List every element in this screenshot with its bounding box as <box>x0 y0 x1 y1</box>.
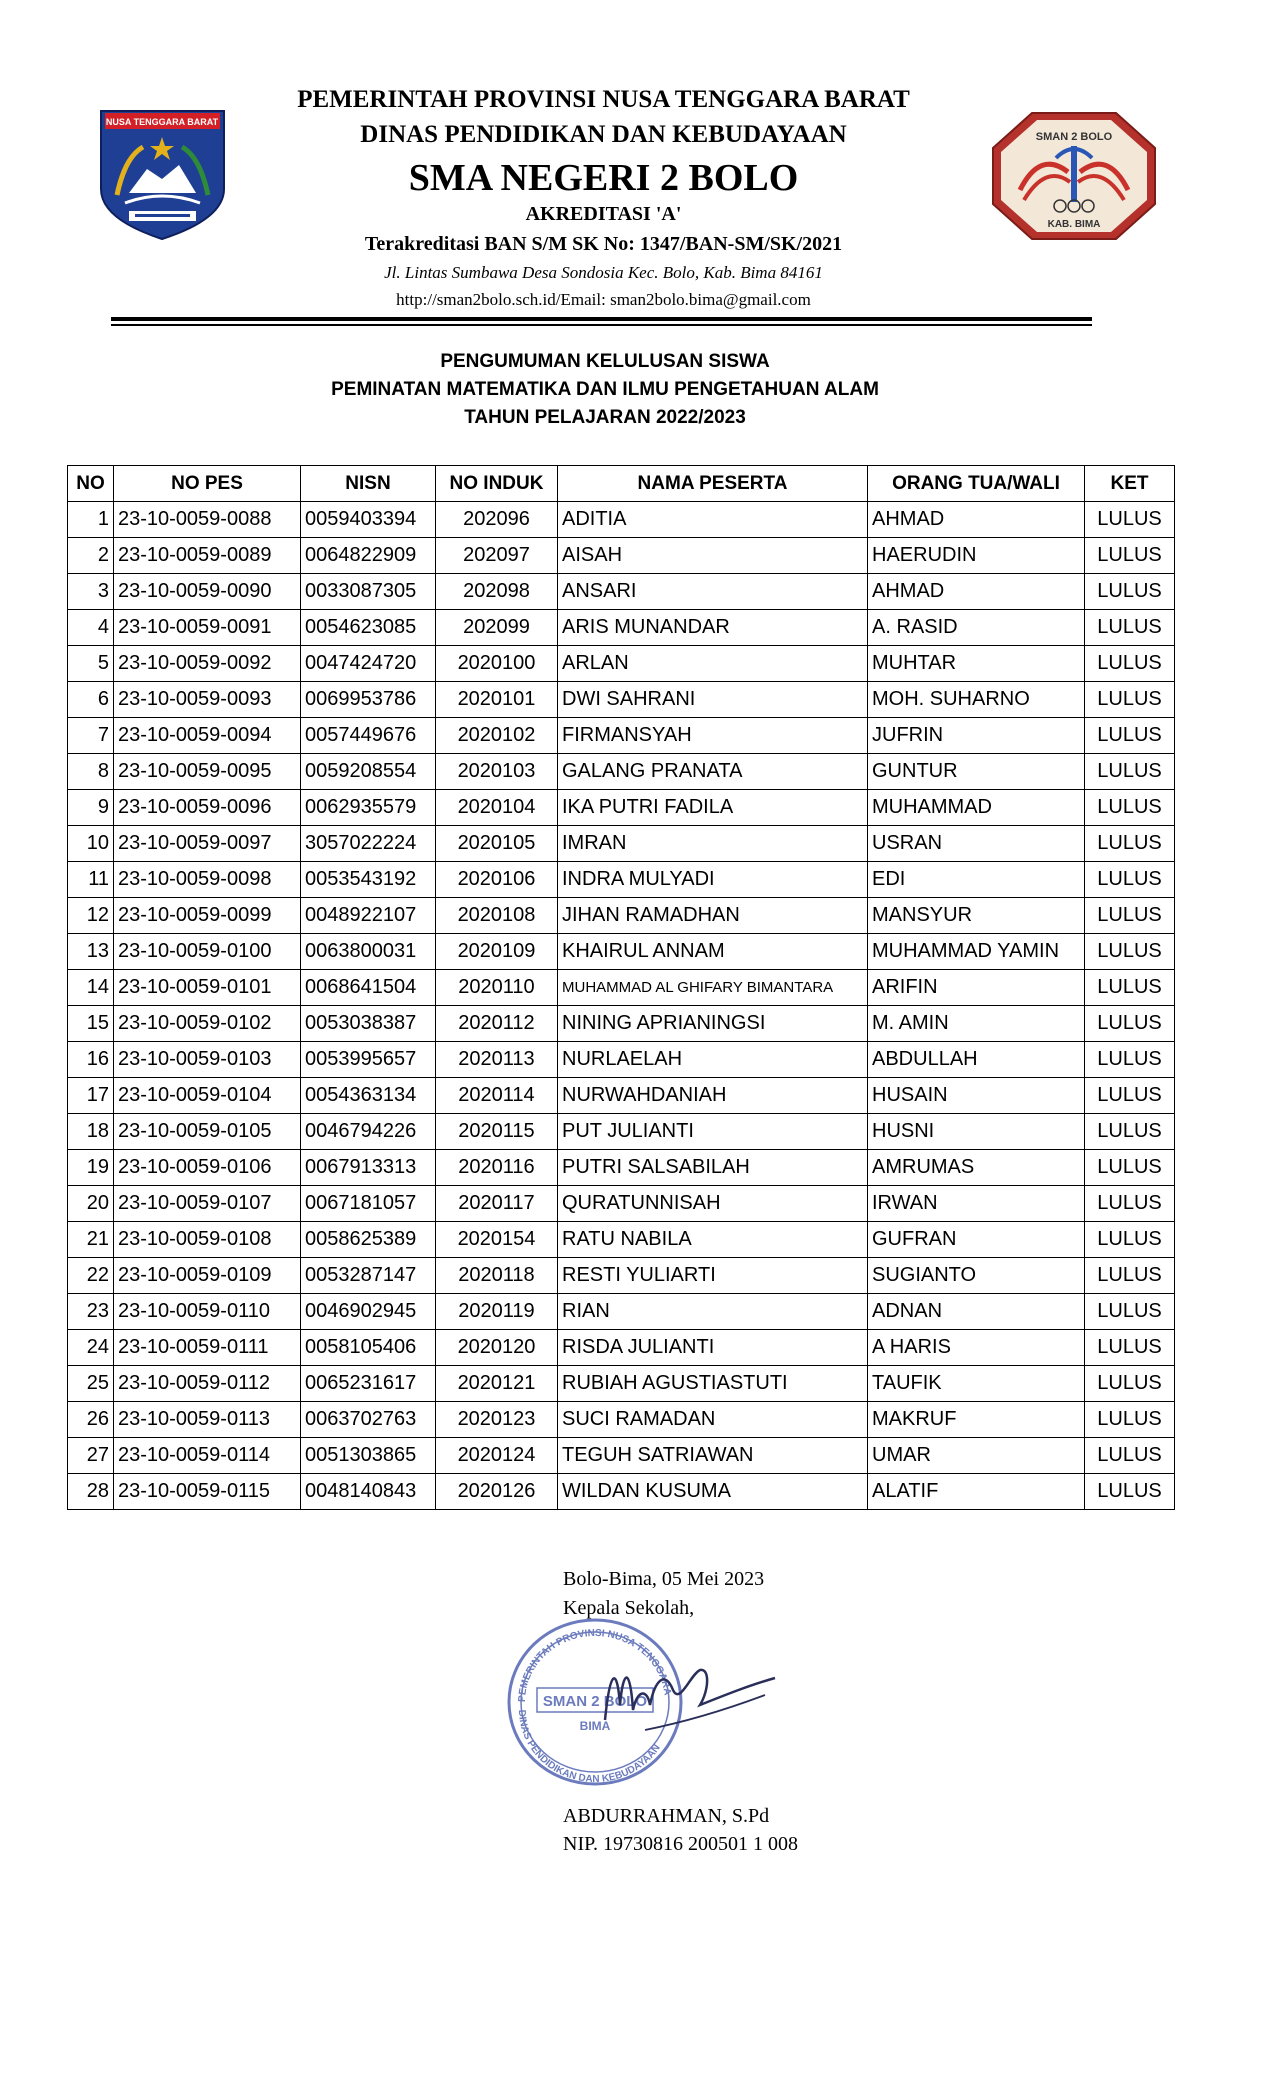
cell-no: 23 <box>68 1294 114 1330</box>
cell-ket: LULUS <box>1085 898 1175 934</box>
cell-no-pes: 23-10-0059-0111 <box>114 1330 301 1366</box>
header-no: NO <box>68 466 114 502</box>
cell-no: 3 <box>68 574 114 610</box>
cell-no-induk: 2020124 <box>436 1438 558 1474</box>
cell-orang-tua-wali: M. AMIN <box>868 1006 1085 1042</box>
cell-nama-peserta: AISAH <box>558 538 868 574</box>
cell-no: 16 <box>68 1042 114 1078</box>
cell-nama-peserta: NURWAHDANIAH <box>558 1078 868 1114</box>
cell-nisn: 0059403394 <box>301 502 436 538</box>
place-date: Bolo-Bima, 05 Mei 2023 <box>563 1568 765 1590</box>
cell-no: 1 <box>68 502 114 538</box>
cell-nama-peserta: ANSARI <box>558 574 868 610</box>
cell-orang-tua-wali: IRWAN <box>868 1186 1085 1222</box>
cell-no-pes: 23-10-0059-0099 <box>114 898 301 934</box>
cell-ket: LULUS <box>1085 1294 1175 1330</box>
cell-orang-tua-wali: ABDULLAH <box>868 1042 1085 1078</box>
table-row <box>68 898 1175 934</box>
cell-nisn: 0053038387 <box>301 1006 436 1042</box>
cell-no-induk: 2020113 <box>436 1042 558 1078</box>
cell-no-pes: 23-10-0059-0114 <box>114 1438 301 1474</box>
table-row <box>68 1474 1175 1510</box>
cell-no: 22 <box>68 1258 114 1294</box>
cell-orang-tua-wali: ADNAN <box>868 1294 1085 1330</box>
cell-no-induk: 2020112 <box>436 1006 558 1042</box>
cell-no-induk: 2020126 <box>436 1474 558 1510</box>
cell-nisn: 0053543192 <box>301 862 436 898</box>
cell-ket: LULUS <box>1085 862 1175 898</box>
table-row <box>68 754 1175 790</box>
cell-nama-peserta: NINING APRIANINGSI <box>558 1006 868 1042</box>
cell-ket: LULUS <box>1085 1222 1175 1258</box>
cell-nisn: 0069953786 <box>301 682 436 718</box>
cell-nisn: 0067181057 <box>301 1186 436 1222</box>
cell-ket: LULUS <box>1085 1438 1175 1474</box>
letterhead-accreditation: AKREDITASI 'A' <box>525 203 682 225</box>
cell-no-pes: 23-10-0059-0106 <box>114 1150 301 1186</box>
cell-no-pes: 23-10-0059-0090 <box>114 574 301 610</box>
cell-nama-peserta: IMRAN <box>558 826 868 862</box>
cell-no: 6 <box>68 682 114 718</box>
cell-nisn: 0053995657 <box>301 1042 436 1078</box>
table-row <box>68 682 1175 718</box>
cell-orang-tua-wali: GUNTUR <box>868 754 1085 790</box>
cell-no-induk: 2020110 <box>436 970 558 1006</box>
cell-nama-peserta: KHAIRUL ANNAM <box>558 934 868 970</box>
cell-no-pes: 23-10-0059-0091 <box>114 610 301 646</box>
cell-orang-tua-wali: JUFRIN <box>868 718 1085 754</box>
cell-no-pes: 23-10-0059-0098 <box>114 862 301 898</box>
cell-no: 13 <box>68 934 114 970</box>
cell-nisn: 0063702763 <box>301 1402 436 1438</box>
cell-orang-tua-wali: HAERUDIN <box>868 538 1085 574</box>
cell-no-pes: 23-10-0059-0089 <box>114 538 301 574</box>
cell-no: 21 <box>68 1222 114 1258</box>
cell-orang-tua-wali: AHMAD <box>868 574 1085 610</box>
cell-no-induk: 2020102 <box>436 718 558 754</box>
cell-no: 12 <box>68 898 114 934</box>
cell-ket: LULUS <box>1085 610 1175 646</box>
school-emblem-logo <box>990 110 1158 242</box>
cell-orang-tua-wali: ARIFIN <box>868 970 1085 1006</box>
cell-nisn: 0059208554 <box>301 754 436 790</box>
table-row <box>68 790 1175 826</box>
cell-nama-peserta: RUBIAH AGUSTIASTUTI <box>558 1366 868 1402</box>
cell-nama-peserta: SUCI RAMADAN <box>558 1402 868 1438</box>
stamp-arc-bottom: DINAS PENDIDIKAN DAN KEBUDAYAAN <box>515 1709 663 1786</box>
header-no-pes: NO PES <box>114 466 301 502</box>
school-stamp-signature <box>495 1610 785 1800</box>
cell-ket: LULUS <box>1085 1186 1175 1222</box>
cell-ket: LULUS <box>1085 538 1175 574</box>
cell-no-induk: 202096 <box>436 502 558 538</box>
letterhead-school-name: SMA NEGERI 2 BOLO <box>408 157 799 199</box>
cell-orang-tua-wali: MAKRUF <box>868 1402 1085 1438</box>
cell-nisn: 0053287147 <box>301 1258 436 1294</box>
signatory-name: ABDURRAHMAN, S.Pd <box>563 1805 770 1827</box>
cell-nisn: 0062935579 <box>301 790 436 826</box>
cell-no-induk: 2020116 <box>436 1150 558 1186</box>
cell-nisn: 0048140843 <box>301 1474 436 1510</box>
stamp-center: SMAN 2 BOLO <box>542 1693 648 1710</box>
cell-no-induk: 2020119 <box>436 1294 558 1330</box>
table-row <box>68 1114 1175 1150</box>
header-no-induk: NO INDUK <box>436 466 558 502</box>
cell-no: 24 <box>68 1330 114 1366</box>
cell-ket: LULUS <box>1085 1258 1175 1294</box>
cell-no: 20 <box>68 1186 114 1222</box>
cell-no: 10 <box>68 826 114 862</box>
cell-no: 15 <box>68 1006 114 1042</box>
cell-orang-tua-wali: SUGIANTO <box>868 1258 1085 1294</box>
cell-nama-peserta: RESTI YULIARTI <box>558 1258 868 1294</box>
stamp-center-bottom: BIMA <box>579 1719 611 1733</box>
cell-no-pes: 23-10-0059-0115 <box>114 1474 301 1510</box>
cell-no-pes: 23-10-0059-0088 <box>114 502 301 538</box>
cell-nama-peserta: GALANG PRANATA <box>558 754 868 790</box>
letterhead-address: Jl. Lintas Sumbawa Desa Sondosia Kec. Bolo, Kab. Bima 84161 <box>384 263 823 282</box>
cell-orang-tua-wali: EDI <box>868 862 1085 898</box>
cell-no: 18 <box>68 1114 114 1150</box>
cell-no-induk: 2020101 <box>436 682 558 718</box>
cell-orang-tua-wali: AHMAD <box>868 502 1085 538</box>
cell-nisn: 0048922107 <box>301 898 436 934</box>
cell-nisn: 0058625389 <box>301 1222 436 1258</box>
cell-orang-tua-wali: GUFRAN <box>868 1222 1085 1258</box>
cell-no-induk: 2020106 <box>436 862 558 898</box>
cell-ket: LULUS <box>1085 682 1175 718</box>
graduation-results-table <box>67 465 1175 1510</box>
cell-no-pes: 23-10-0059-0103 <box>114 1042 301 1078</box>
cell-no-induk: 2020117 <box>436 1186 558 1222</box>
cell-nisn: 0064822909 <box>301 538 436 574</box>
cell-ket: LULUS <box>1085 934 1175 970</box>
table-row <box>68 1366 1175 1402</box>
table-row <box>68 1258 1175 1294</box>
table-row <box>68 1222 1175 1258</box>
cell-no: 26 <box>68 1402 114 1438</box>
right-logo-label-top: SMAN 2 BOLO <box>1035 131 1113 143</box>
table-row <box>68 574 1175 610</box>
cell-nama-peserta: RATU NABILA <box>558 1222 868 1258</box>
cell-nama-peserta: PUT JULIANTI <box>558 1114 868 1150</box>
cell-no-induk: 2020115 <box>436 1114 558 1150</box>
cell-nama-peserta: INDRA MULYADI <box>558 862 868 898</box>
cell-nisn: 0046794226 <box>301 1114 436 1150</box>
cell-no-pes: 23-10-0059-0102 <box>114 1006 301 1042</box>
cell-nama-peserta: FIRMANSYAH <box>558 718 868 754</box>
cell-nama-peserta: JIHAN RAMADHAN <box>558 898 868 934</box>
cell-ket: LULUS <box>1085 1078 1175 1114</box>
signatory-role: Kepala Sekolah, <box>563 1597 695 1619</box>
cell-ket: LULUS <box>1085 646 1175 682</box>
left-logo-label: NUSA TENGGARA BARAT <box>105 117 219 127</box>
cell-no-pes: 23-10-0059-0100 <box>114 934 301 970</box>
cell-no-pes: 23-10-0059-0096 <box>114 790 301 826</box>
cell-nisn: 0057449676 <box>301 718 436 754</box>
table-row <box>68 1294 1175 1330</box>
table-header-row <box>68 466 1175 502</box>
cell-nama-peserta: RISDA JULIANTI <box>558 1330 868 1366</box>
cell-no-pes: 23-10-0059-0108 <box>114 1222 301 1258</box>
cell-ket: LULUS <box>1085 970 1175 1006</box>
cell-no-pes: 23-10-0059-0094 <box>114 718 301 754</box>
table-row <box>68 646 1175 682</box>
cell-no: 27 <box>68 1438 114 1474</box>
table-row <box>68 502 1175 538</box>
cell-orang-tua-wali: MUHTAR <box>868 646 1085 682</box>
cell-orang-tua-wali: TAUFIK <box>868 1366 1085 1402</box>
province-emblem-logo <box>95 107 230 242</box>
cell-no: 17 <box>68 1078 114 1114</box>
cell-orang-tua-wali: MUHAMMAD YAMIN <box>868 934 1085 970</box>
cell-no: 8 <box>68 754 114 790</box>
cell-ket: LULUS <box>1085 790 1175 826</box>
cell-ket: LULUS <box>1085 826 1175 862</box>
cell-no-induk: 2020108 <box>436 898 558 934</box>
cell-nisn: 0065231617 <box>301 1366 436 1402</box>
table-row <box>68 934 1175 970</box>
table-row <box>68 1006 1175 1042</box>
cell-nisn: 3057022224 <box>301 826 436 862</box>
cell-nama-peserta: QURATUNNISAH <box>558 1186 868 1222</box>
cell-ket: LULUS <box>1085 1042 1175 1078</box>
cell-no-induk: 2020103 <box>436 754 558 790</box>
table-row <box>68 718 1175 754</box>
cell-no: 5 <box>68 646 114 682</box>
cell-no: 9 <box>68 790 114 826</box>
header-nama-peserta: NAMA PESERTA <box>558 466 868 502</box>
cell-orang-tua-wali: A HARIS <box>868 1330 1085 1366</box>
cell-no-induk: 2020120 <box>436 1330 558 1366</box>
cell-ket: LULUS <box>1085 1006 1175 1042</box>
cell-ket: LULUS <box>1085 718 1175 754</box>
cell-orang-tua-wali: MANSYUR <box>868 898 1085 934</box>
cell-orang-tua-wali: AMRUMAS <box>868 1150 1085 1186</box>
table-row <box>68 826 1175 862</box>
cell-nisn: 0068641504 <box>301 970 436 1006</box>
cell-no-pes: 23-10-0059-0097 <box>114 826 301 862</box>
right-logo-label-bottom: KAB. BIMA <box>1047 219 1101 230</box>
table-row <box>68 610 1175 646</box>
cell-no-induk: 202099 <box>436 610 558 646</box>
cell-no-induk: 2020123 <box>436 1402 558 1438</box>
cell-no-induk: 2020121 <box>436 1366 558 1402</box>
announcement-title: PENGUMUMAN KELULUSAN SISWA <box>440 351 770 372</box>
cell-no-induk: 2020114 <box>436 1078 558 1114</box>
cell-no: 25 <box>68 1366 114 1402</box>
table-row <box>68 538 1175 574</box>
letterhead-sk-number: Terakreditasi BAN S/M SK No: 1347/BAN-SM/SK/2021 <box>364 233 843 255</box>
cell-orang-tua-wali: A. RASID <box>868 610 1085 646</box>
cell-no-pes: 23-10-0059-0113 <box>114 1402 301 1438</box>
cell-no-pes: 23-10-0059-0101 <box>114 970 301 1006</box>
cell-ket: LULUS <box>1085 574 1175 610</box>
cell-no-induk: 2020100 <box>436 646 558 682</box>
cell-no: 11 <box>68 862 114 898</box>
cell-no-pes: 23-10-0059-0109 <box>114 1258 301 1294</box>
cell-ket: LULUS <box>1085 754 1175 790</box>
cell-nama-peserta: ADITIA <box>558 502 868 538</box>
header-orang-tua-wali: ORANG TUA/WALI <box>868 466 1085 502</box>
cell-no: 28 <box>68 1474 114 1510</box>
cell-nisn: 0047424720 <box>301 646 436 682</box>
cell-no-induk: 2020154 <box>436 1222 558 1258</box>
letterhead-department: DINAS PENDIDIKAN DAN KEBUDAYAAN <box>360 121 847 148</box>
cell-ket: LULUS <box>1085 502 1175 538</box>
cell-no-induk: 2020105 <box>436 826 558 862</box>
cell-nama-peserta: ARIS MUNANDAR <box>558 610 868 646</box>
table-row <box>68 1150 1175 1186</box>
cell-ket: LULUS <box>1085 1330 1175 1366</box>
cell-no-pes: 23-10-0059-0092 <box>114 646 301 682</box>
table-row <box>68 1042 1175 1078</box>
cell-no-pes: 23-10-0059-0110 <box>114 1294 301 1330</box>
cell-no: 19 <box>68 1150 114 1186</box>
cell-orang-tua-wali: UMAR <box>868 1438 1085 1474</box>
cell-ket: LULUS <box>1085 1114 1175 1150</box>
cell-no: 4 <box>68 610 114 646</box>
cell-nama-peserta: MUHAMMAD AL GHIFARY BIMANTARA <box>558 970 868 1006</box>
cell-no-pes: 23-10-0059-0104 <box>114 1078 301 1114</box>
cell-nama-peserta: PUTRI SALSABILAH <box>558 1150 868 1186</box>
cell-orang-tua-wali: MUHAMMAD <box>868 790 1085 826</box>
cell-nisn: 0054363134 <box>301 1078 436 1114</box>
letterhead-web-email: http://sman2bolo.sch.id/Email: sman2bolo.bima@gmail.com <box>396 290 811 309</box>
header-ket: KET <box>1085 466 1175 502</box>
cell-no-pes: 23-10-0059-0093 <box>114 682 301 718</box>
table-row <box>68 1402 1175 1438</box>
cell-no-pes: 23-10-0059-0107 <box>114 1186 301 1222</box>
cell-no-induk: 2020109 <box>436 934 558 970</box>
table-row <box>68 1330 1175 1366</box>
cell-nisn: 0063800031 <box>301 934 436 970</box>
cell-nama-peserta: NURLAELAH <box>558 1042 868 1078</box>
cell-no-induk: 2020104 <box>436 790 558 826</box>
cell-orang-tua-wali: HUSAIN <box>868 1078 1085 1114</box>
table-row <box>68 1078 1175 1114</box>
cell-no: 2 <box>68 538 114 574</box>
cell-nisn: 0054623085 <box>301 610 436 646</box>
cell-no: 7 <box>68 718 114 754</box>
cell-no-induk: 202097 <box>436 538 558 574</box>
letterhead-rule-thin <box>111 324 1092 326</box>
cell-orang-tua-wali: HUSNI <box>868 1114 1085 1150</box>
stamp-arc-top: PEMERINTAH PROVINSI NUSA TENGGARA <box>516 1627 673 1703</box>
cell-no-induk: 202098 <box>436 574 558 610</box>
cell-nama-peserta: DWI SAHRANI <box>558 682 868 718</box>
header-nisn: NISN <box>301 466 436 502</box>
letterhead-government: PEMERINTAH PROVINSI NUSA TENGGARA BARAT <box>297 86 910 113</box>
announcement-subtitle: PEMINATAN MATEMATIKA DAN ILMU PENGETAHUAN ALAM <box>331 379 879 400</box>
table-row <box>68 1438 1175 1474</box>
cell-nama-peserta: ARLAN <box>558 646 868 682</box>
cell-nisn: 0067913313 <box>301 1150 436 1186</box>
cell-orang-tua-wali: ALATIF <box>868 1474 1085 1510</box>
cell-nama-peserta: TEGUH SATRIAWAN <box>558 1438 868 1474</box>
cell-no-pes: 23-10-0059-0112 <box>114 1366 301 1402</box>
cell-ket: LULUS <box>1085 1150 1175 1186</box>
table-row <box>68 862 1175 898</box>
cell-no: 14 <box>68 970 114 1006</box>
cell-nisn: 0051303865 <box>301 1438 436 1474</box>
cell-ket: LULUS <box>1085 1402 1175 1438</box>
cell-orang-tua-wali: MOH. SUHARNO <box>868 682 1085 718</box>
cell-nama-peserta: RIAN <box>558 1294 868 1330</box>
cell-nama-peserta: WILDAN KUSUMA <box>558 1474 868 1510</box>
cell-no-pes: 23-10-0059-0105 <box>114 1114 301 1150</box>
table-row <box>68 970 1175 1006</box>
announcement-year: TAHUN PELAJARAN 2022/2023 <box>464 407 746 428</box>
cell-ket: LULUS <box>1085 1474 1175 1510</box>
cell-orang-tua-wali: USRAN <box>868 826 1085 862</box>
cell-nisn: 0058105406 <box>301 1330 436 1366</box>
cell-nisn: 0033087305 <box>301 574 436 610</box>
cell-no-pes: 23-10-0059-0095 <box>114 754 301 790</box>
table-row <box>68 1186 1175 1222</box>
cell-nama-peserta: IKA PUTRI FADILA <box>558 790 868 826</box>
cell-ket: LULUS <box>1085 1366 1175 1402</box>
cell-nisn: 0046902945 <box>301 1294 436 1330</box>
signatory-nip: NIP. 19730816 200501 1 008 <box>563 1833 799 1855</box>
letterhead-rule-thick <box>111 317 1092 321</box>
cell-no-induk: 2020118 <box>436 1258 558 1294</box>
